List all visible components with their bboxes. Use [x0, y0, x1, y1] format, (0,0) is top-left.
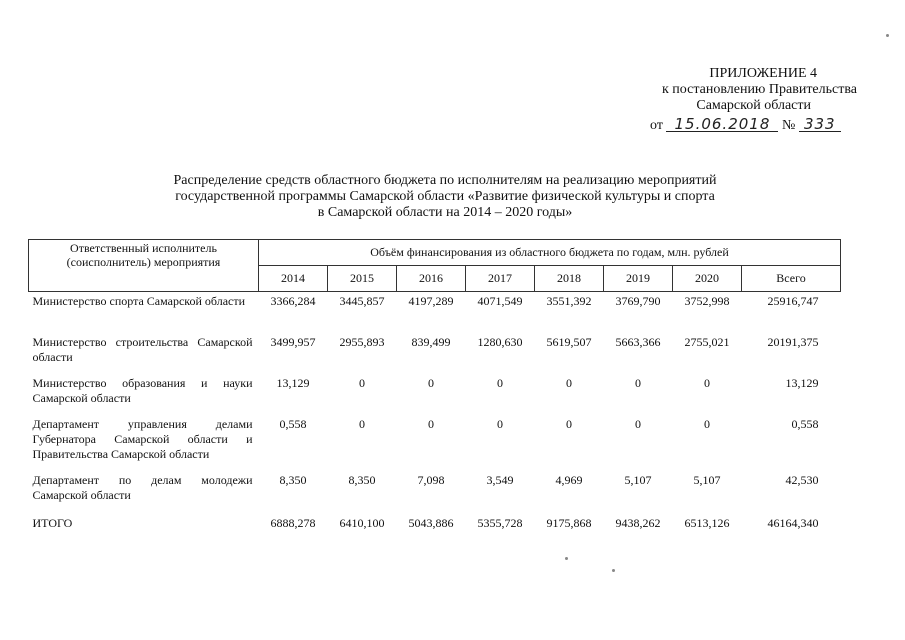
value-cell: 5619,507	[546, 335, 592, 349]
appendix-line-3: Самарской области	[696, 98, 811, 113]
value-cell: 7,098	[417, 473, 445, 487]
decree-date: 15.06.2018	[666, 117, 778, 132]
title-line-2: государственной программы Самарской области «Развитие физической культуры и спорта	[175, 189, 715, 204]
scan-speck	[886, 34, 889, 37]
budget-table	[28, 239, 841, 538]
sum-value-cell: 9175,868	[546, 516, 592, 530]
row-total-cell: 13,129	[785, 376, 819, 390]
row-total-cell: 25916,747	[767, 294, 819, 308]
year-header: 2020	[673, 266, 742, 292]
value-cell: 3551,392	[546, 294, 592, 308]
sum-value-cell: 6888,278	[270, 516, 316, 530]
decree-number: 333	[799, 117, 841, 132]
year-header: 2016	[397, 266, 466, 292]
sum-label: ИТОГО	[32, 516, 73, 530]
scan-speck	[565, 557, 568, 560]
value-cell: 5663,366	[615, 335, 661, 349]
decree-date-line	[650, 117, 841, 134]
row-total-cell: 0,558	[791, 417, 819, 431]
value-cell: 0	[359, 376, 365, 390]
value-cell: 2955,893	[339, 335, 385, 349]
date-prefix: от	[650, 118, 663, 133]
value-cell: 0	[566, 417, 572, 431]
number-prefix: №	[781, 118, 796, 133]
executor-name: Министерство спорта Самарской области	[32, 294, 246, 308]
executor-name: Министерство образования и науки Самарской области	[32, 376, 253, 405]
year-header: 2014	[259, 266, 328, 292]
executor-name: Департамент управления делами Губернатора Самарской области и Правительства Самарской области	[32, 417, 253, 461]
sum-row	[29, 512, 841, 538]
title-line-1: Распределение средств областного бюджета по исполнителям на реализацию мероприятий	[173, 173, 717, 188]
value-cell: 0	[428, 376, 434, 390]
sum-value-cell: 9438,262	[615, 516, 661, 530]
document-title	[100, 173, 790, 221]
value-cell: 0	[497, 417, 503, 431]
value-cell: 0	[704, 417, 710, 431]
value-cell: 3499,957	[270, 335, 316, 349]
value-cell: 3,549	[486, 473, 514, 487]
table-row	[29, 292, 841, 334]
row-total-cell: 42,530	[785, 473, 819, 487]
value-cell: 8,350	[279, 473, 307, 487]
title-line-3: в Самарской области на 2014 – 2020 годы»	[317, 205, 573, 220]
value-cell: 0	[704, 376, 710, 390]
value-cell: 13,129	[276, 376, 310, 390]
value-cell: 3769,790	[615, 294, 661, 308]
executor-name: Министерство строительства Самарской области	[32, 335, 253, 364]
value-cell: 0	[497, 376, 503, 390]
total-header: Всего	[742, 266, 841, 292]
value-cell: 839,499	[411, 335, 451, 349]
table-row	[29, 471, 841, 512]
year-header: 2017	[466, 266, 535, 292]
value-cell: 0	[635, 376, 641, 390]
value-cell: 4071,549	[477, 294, 523, 308]
value-cell: 1280,630	[477, 335, 523, 349]
table-row	[29, 374, 841, 415]
value-cell: 0	[635, 417, 641, 431]
executor-column-header: Ответственный исполнитель (соисполнитель) мероприятия	[29, 240, 259, 292]
value-cell: 4197,289	[408, 294, 454, 308]
row-total-cell: 20191,375	[767, 335, 819, 349]
value-cell: 5,107	[693, 473, 721, 487]
scan-speck	[612, 569, 615, 572]
value-cell: 0,558	[279, 417, 307, 431]
year-header: 2018	[535, 266, 604, 292]
table-row	[29, 415, 841, 471]
appendix-line-2: к постановлению Правительства	[661, 82, 857, 97]
appendix-title: ПРИЛОЖЕНИЕ 4	[709, 66, 817, 81]
value-cell: 3445,857	[339, 294, 385, 308]
executor-name: Департамент по делам молодежи Самарской области	[32, 473, 253, 502]
funding-column-header: Объём финансирования из областного бюджета по годам, млн. рублей	[259, 240, 841, 266]
value-cell: 0	[566, 376, 572, 390]
sum-total-cell: 46164,340	[767, 516, 819, 530]
sum-value-cell: 6410,100	[339, 516, 385, 530]
sum-value-cell: 5043,886	[408, 516, 454, 530]
value-cell: 2755,021	[684, 335, 730, 349]
year-header: 2019	[604, 266, 673, 292]
value-cell: 5,107	[624, 473, 652, 487]
appendix-block	[662, 66, 857, 114]
value-cell: 4,969	[555, 473, 583, 487]
value-cell: 3366,284	[270, 294, 316, 308]
value-cell: 0	[428, 417, 434, 431]
year-header: 2015	[328, 266, 397, 292]
value-cell: 8,350	[348, 473, 376, 487]
value-cell: 0	[359, 417, 365, 431]
sum-value-cell: 5355,728	[477, 516, 523, 530]
value-cell: 3752,998	[684, 294, 730, 308]
sum-value-cell: 6513,126	[684, 516, 730, 530]
table-row	[29, 333, 841, 374]
